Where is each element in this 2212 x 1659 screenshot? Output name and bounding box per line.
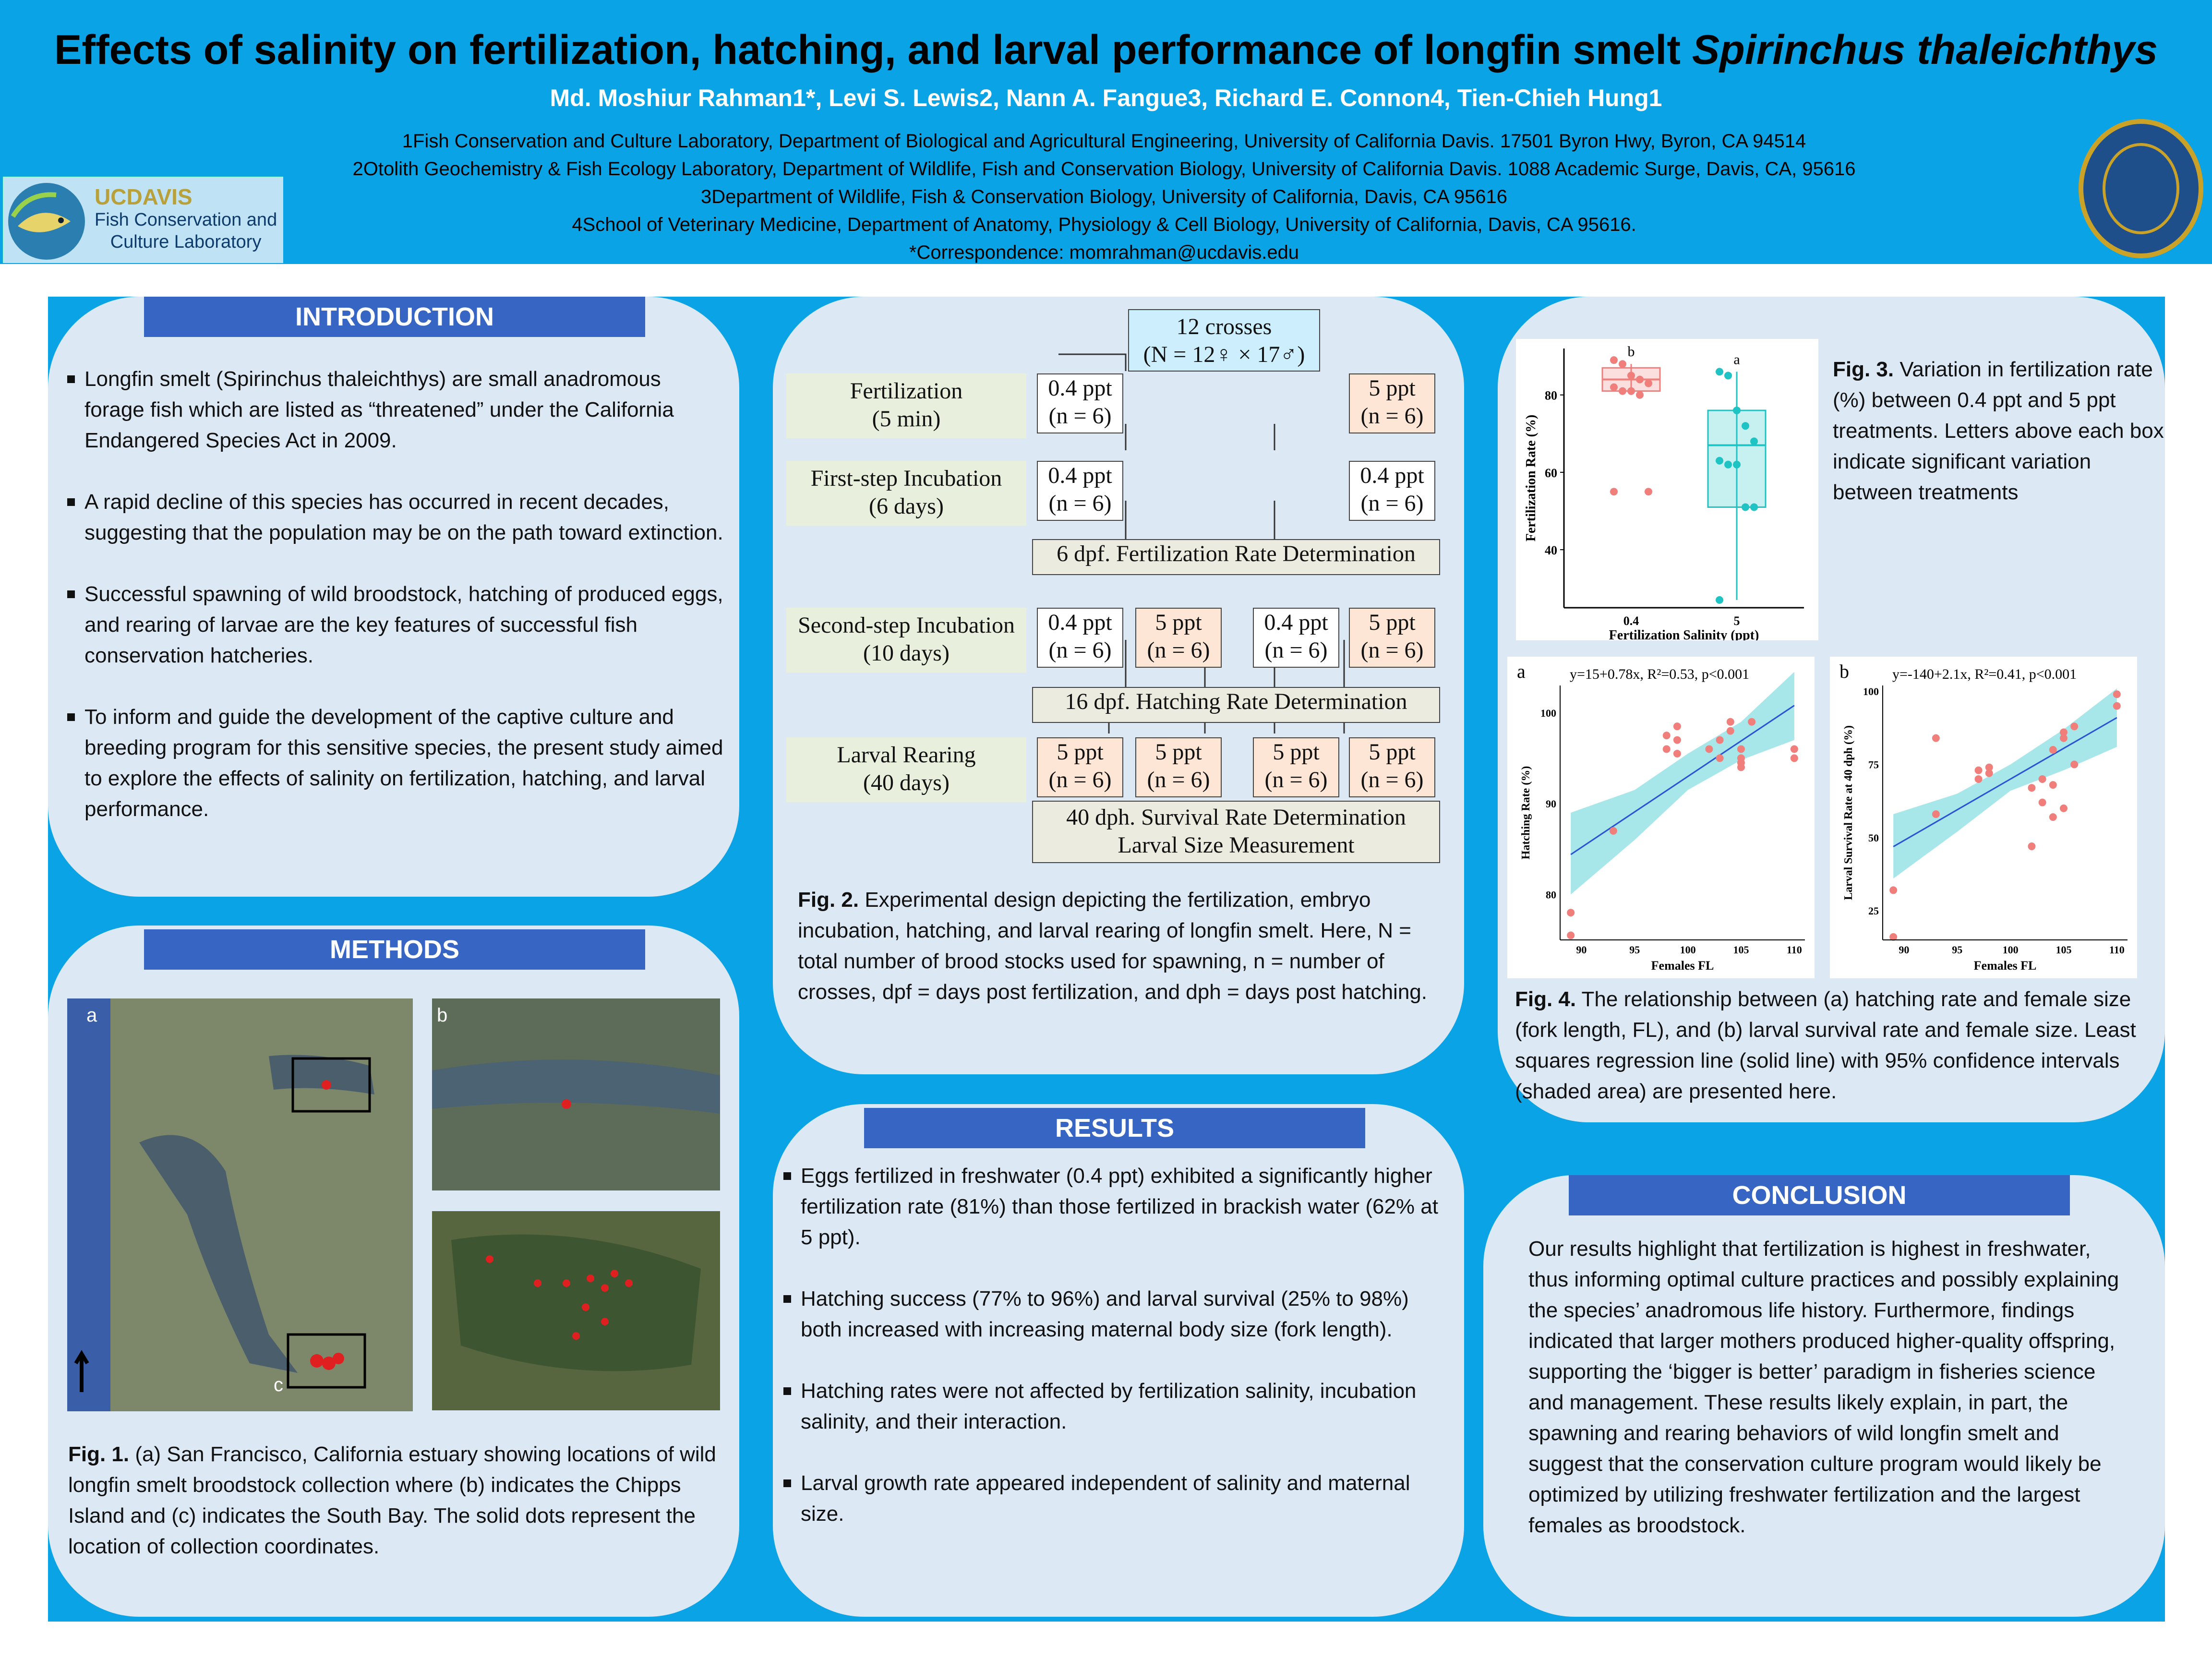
data-point: [1619, 387, 1626, 395]
map-panel-b: [432, 998, 720, 1190]
data-point: [1737, 763, 1745, 771]
data-point: [2049, 746, 2057, 754]
y-tick-label: 60: [1545, 466, 1557, 480]
larval-size-label: Larval Size Measurement: [1118, 832, 1355, 858]
data-point: [1727, 727, 1734, 735]
stage-second-incubation: [786, 608, 1026, 673]
salinity-label: 5 ppt: [1155, 610, 1202, 635]
inc1-04-box-a: [1037, 461, 1123, 521]
stage-fertilization-name: Fertilization: [850, 378, 963, 404]
data-point: [1748, 718, 1755, 726]
data-point: [2049, 781, 2057, 789]
fig3-box-plot: [1516, 339, 1818, 640]
x-tick-label: 5: [1733, 614, 1740, 628]
x-tick-label: 0.4: [1623, 614, 1639, 628]
data-point: [1737, 745, 1745, 753]
y-axis-label: Fertilization Rate (%): [1524, 414, 1539, 542]
data-point: [1889, 886, 1897, 894]
x-tick-label: 110: [2109, 944, 2125, 956]
regression-equation: y=15+0.78x, R²=0.53, p<0.001: [1570, 666, 1750, 682]
methods-title: METHODS: [144, 929, 645, 970]
affiliations: [336, 127, 1872, 266]
intro-bullet: Successful spawning of wild broodstock, hatching of produced eggs, and rearing of larvae are the key features of successful fish conservation hatcheries.: [67, 579, 725, 671]
n-label: (n = 6): [1048, 403, 1112, 429]
data-point: [1610, 384, 1618, 391]
data-point: [1673, 736, 1681, 744]
data-point: [1619, 360, 1626, 368]
y-axis-label: Hatching Rate (%): [1520, 766, 1532, 860]
crosses-count: (N = 12♀ × 17♂): [1143, 342, 1305, 367]
data-point: [1645, 488, 1652, 495]
correspondence: *Correspondence: momrahman@ucdavis.edu: [909, 242, 1299, 263]
regression-equation: y=-140+2.1x, R²=0.41, p<0.001: [1892, 666, 2077, 682]
data-point: [1932, 810, 1940, 818]
data-point: [1673, 750, 1681, 757]
y-tick-label: 50: [1868, 831, 1879, 844]
fig3-caption: [1833, 354, 2164, 508]
x-axis-label: Females FL: [1973, 959, 2037, 973]
crosses-box: [1128, 309, 1320, 372]
inc2-box-2: [1135, 608, 1222, 668]
confidence-band: [1893, 688, 2117, 878]
fig3-label: Fig. 3.: [1833, 358, 1894, 381]
data-point: [2070, 760, 2078, 768]
data-point: [2070, 722, 2078, 730]
regression-line: [1571, 706, 1794, 854]
data-point: [1742, 422, 1749, 430]
n-label: (n = 6): [1147, 637, 1210, 663]
x-axis-label: Females FL: [1651, 959, 1714, 973]
significance-letter: b: [1627, 344, 1635, 360]
data-point: [2060, 734, 2068, 742]
data-point: [1673, 722, 1681, 730]
data-point: [1716, 457, 1723, 465]
data-point: [1567, 932, 1575, 939]
fig2-caption: [798, 885, 1446, 1008]
x-tick-label: 110: [1786, 944, 1802, 956]
n-label: (n = 6): [1048, 767, 1112, 793]
fig4b-scatter-plot: [1830, 657, 2137, 978]
n-label: (n = 6): [1048, 491, 1112, 516]
rear-box-3: [1253, 737, 1339, 797]
data-point: [1750, 437, 1758, 445]
authors: Md. Moshiur Rahman1*, Levi S. Lewis2, Nann A. Fangue3, Richard E. Connon4, Tien-Chieh Hung1: [550, 84, 1662, 111]
data-point: [1727, 718, 1734, 726]
stage-first-incubation-name: First-step Incubation: [810, 466, 1002, 491]
n-label: (n = 6): [1360, 637, 1424, 663]
data-point: [1716, 754, 1724, 762]
inc2-box-4: [1349, 608, 1435, 668]
salinity-label: 5 ppt: [1057, 739, 1104, 765]
stage-second-incubation-time: (10 days): [863, 640, 950, 666]
data-point: [1610, 827, 1617, 835]
fig4-label: Fig. 4.: [1515, 987, 1576, 1011]
data-point: [1975, 775, 1983, 783]
data-point: [1733, 461, 1741, 469]
conclusion-text: Our results highlight that fertilization is highest in freshwater, thus informing optimal culture practices and possibly explaining the species’ anadromous life history. Furthermore, findings indicated that larger mothers produced higher-quality offspring, supporting the ‘bigger is better’ paradigm in fisheries science and management. These results likely explain, in part, the spawning and rearing behaviors of wild longfin smelt and suggest that the conservation culture program would likely be optimized by utilizing freshwater fertilization and the largest females as broodstock.: [1528, 1237, 2119, 1537]
stage-fertilization-time: (5 min): [872, 406, 941, 432]
salinity-label: 5 ppt: [1369, 610, 1416, 635]
fig1-caption: [68, 1439, 726, 1562]
rear-box-4: [1349, 737, 1435, 797]
data-point: [1716, 736, 1724, 744]
affiliation-1: 1Fish Conservation and Culture Laboratory, Department of Biological and Agricultural Engineering, University of California Davis. 17501 Byron Hwy, Byron, CA 94514: [402, 131, 1806, 152]
n-label: (n = 6): [1360, 491, 1424, 516]
fish-logo-icon: [8, 183, 85, 260]
data-point: [1985, 769, 1993, 777]
poster-header: [0, 0, 2212, 264]
x-tick-label: 90: [1899, 944, 1910, 956]
result-bullet: Hatching success (77% to 96%) and larval survival (25% to 98%) both increased with increasing maternal body size (fork length).: [783, 1284, 1451, 1345]
x-tick-label: 100: [1680, 944, 1696, 956]
data-point: [1663, 732, 1671, 739]
panel-label: b: [1839, 661, 1849, 682]
panel-label: a: [1517, 661, 1526, 682]
lab-name-line1: Fish Conservation and: [95, 210, 277, 230]
title-species: Spirinchus thaleichthys: [1692, 27, 2158, 73]
introduction-bullets: [67, 364, 725, 855]
data-point: [1742, 503, 1749, 511]
intro-bullet: Longfin smelt (Spirinchus thaleichthys) are small anadromous forage fish which are listed as “threatened” under the California Endangered Species Act in 2009.: [67, 364, 725, 456]
x-tick-label: 95: [1629, 944, 1640, 956]
map-panel-a: [67, 998, 413, 1411]
fig4a-scatter-plot: [1507, 657, 1815, 978]
fig4-caption: [1515, 984, 2153, 1107]
affiliation-3: 3Department of Wildlife, Fish & Conservation Biology, University of California, Davis, CA 95616: [701, 186, 1507, 207]
results-title: RESULTS: [864, 1108, 1365, 1148]
y-tick-label: 75: [1868, 758, 1879, 771]
stage-first-incubation: [786, 461, 1026, 526]
data-point: [1932, 734, 1940, 742]
salinity-label: 0.4 ppt: [1048, 463, 1112, 488]
result-bullet: Hatching rates were not affected by fertilization salinity, incubation salinity, and their interaction.: [783, 1376, 1451, 1437]
fcc-lab-logo: [3, 177, 283, 263]
conclusion-title: CONCLUSION: [1569, 1175, 2070, 1215]
result-bullet: Eggs fertilized in freshwater (0.4 ppt) exhibited a significantly higher fertilization rate (81%) than those fertilized in brackish water (62% at 5 ppt).: [783, 1161, 1451, 1253]
fig2-label: Fig. 2.: [798, 888, 859, 912]
fig1-label: Fig. 1.: [68, 1443, 130, 1466]
fert-04-box: [1037, 373, 1123, 433]
x-tick-label: 105: [2056, 944, 2072, 956]
fert-5-box: [1349, 373, 1435, 433]
data-point: [1716, 368, 1723, 375]
results-bullets: [783, 1161, 1451, 1560]
uc-seal-icon: [2079, 119, 2203, 258]
fig3-text: Variation in fertilization rate (%) between 0.4 ppt and 5 ppt treatments. Letters above each box indicate significant variation between treatments: [1833, 358, 2164, 504]
stage-fertilization: [786, 373, 1026, 438]
salinity-label: 0.4 ppt: [1264, 610, 1328, 635]
data-point: [2049, 813, 2057, 821]
x-tick-label: 100: [2002, 944, 2019, 956]
map-panel-c: [432, 1211, 720, 1410]
fig4a-chart: [1507, 657, 1815, 978]
y-tick-label: 90: [1546, 798, 1556, 810]
introduction-title: INTRODUCTION: [144, 297, 645, 337]
fert-rate-determination: 6 dpf. Fertilization Rate Determination: [1032, 539, 1440, 575]
salinity-label: 5 ppt: [1369, 739, 1416, 765]
hatch-rate-determination: 16 dpf. Hatching Rate Determination: [1032, 687, 1440, 723]
n-label: (n = 6): [1360, 767, 1424, 793]
salinity-label: 5 ppt: [1369, 375, 1416, 401]
intro-bullet: To inform and guide the development of the captive culture and breeding program for this sensitive species, the present study aimed to explore the effects of salinity on fertilization, hatching, and larval performance.: [67, 702, 725, 825]
inc1-04-box-b: [1349, 461, 1435, 521]
data-point: [1636, 375, 1644, 383]
salinity-label: 0.4 ppt: [1048, 375, 1112, 401]
stage-larval-rearing-time: (40 days): [863, 770, 950, 795]
lab-name-line2: Culture Laboratory: [110, 232, 262, 252]
map-label-a: a: [86, 1005, 97, 1026]
n-label: (n = 6): [1360, 403, 1424, 429]
y-axis-label: Larval Survival Rate at 40 dph (%): [1842, 725, 1855, 901]
data-point: [1567, 909, 1575, 916]
crosses-label: 12 crosses: [1176, 314, 1272, 339]
affiliation-4: 4School of Veterinary Medicine, Department of Anatomy, Physiology & Cell Biology, University of California, Davis, CA 95616.: [572, 214, 1636, 235]
data-point: [1627, 387, 1635, 395]
inc2-box-3: [1253, 608, 1339, 668]
y-tick-label: 40: [1545, 543, 1557, 558]
y-tick-label: 80: [1546, 889, 1556, 901]
survival-rate-label: 40 dph. Survival Rate Determination: [1066, 805, 1406, 830]
data-point: [1975, 767, 1983, 774]
seal-inner: [2103, 143, 2179, 234]
y-tick-label: 25: [1868, 905, 1879, 917]
n-label: (n = 6): [1147, 767, 1210, 793]
stage-second-incubation-name: Second-step Incubation: [798, 613, 1015, 638]
survival-determination: [1032, 801, 1440, 863]
salinity-label: 0.4 ppt: [1360, 463, 1424, 488]
lab-name: [95, 209, 277, 253]
n-label: (n = 6): [1048, 637, 1112, 663]
data-point: [1724, 461, 1732, 469]
rear-box-1: [1037, 737, 1123, 797]
x-tick-label: 90: [1576, 944, 1587, 956]
data-point: [2039, 775, 2046, 783]
map-label-b: b: [437, 1005, 448, 1026]
intro-bullet: A rapid decline of this species has occurred in recent decades, suggesting that the population may be on the path toward extinction.: [67, 487, 725, 548]
data-point: [1610, 488, 1618, 495]
result-bullet: Larval growth rate appeared independent of salinity and maternal size.: [783, 1468, 1451, 1529]
y-tick-label: 100: [1863, 685, 1879, 698]
data-point: [1663, 745, 1671, 753]
title-main: Effects of salinity on fertilization, hatching, and larval performance of longfin smelt: [54, 27, 1692, 73]
fig3-chart: [1516, 339, 1818, 640]
poster-body: [48, 297, 2165, 1622]
data-point: [1724, 372, 1732, 379]
data-point: [1705, 745, 1713, 753]
n-label: (n = 6): [1264, 637, 1328, 663]
data-point: [1716, 596, 1723, 604]
x-tick-label: 105: [1733, 944, 1749, 956]
fig1-text: (a) San Francisco, California estuary showing locations of wild longfin smelt broodstock collection where (b) indicates the Chipps Island and (c) indicates the South Bay. The solid dots represent the location of collection coordinates.: [68, 1443, 716, 1558]
stage-larval-rearing-name: Larval Rearing: [837, 742, 976, 768]
map-label-c: c: [274, 1374, 283, 1395]
data-point: [1733, 407, 1741, 414]
data-point: [1791, 754, 1798, 762]
significance-letter: a: [1733, 351, 1740, 368]
y-tick-label: 100: [1540, 707, 1556, 719]
data-point: [2060, 805, 2068, 812]
x-axis-label: Fertilization Salinity (ppt): [1609, 628, 1759, 640]
salinity-label: 5 ppt: [1155, 739, 1202, 765]
data-point: [2039, 799, 2046, 806]
inc2-box-1: [1037, 608, 1123, 668]
stage-larval-rearing: [786, 737, 1026, 802]
n-label: (n = 6): [1264, 767, 1328, 793]
confidence-band: [1571, 672, 1794, 895]
data-point: [2113, 690, 2121, 698]
poster-title: [0, 26, 2212, 74]
data-point: [1610, 356, 1618, 364]
salinity-label: 5 ppt: [1273, 739, 1320, 765]
fig2-text: Experimental design depicting the fertilization, embryo incubation, hatching, and larval rearing of longfin smelt. Here, N = total number of brood stocks used for spawning, n = number of crosses, dpf = days post fertilization, and dph = days post hatching.: [798, 888, 1427, 1004]
data-point: [1750, 503, 1758, 511]
y-tick-label: 80: [1545, 388, 1557, 403]
ucdavis-wordmark: UCDAVIS: [95, 184, 192, 209]
rear-box-2: [1135, 737, 1222, 797]
data-point: [2028, 842, 2035, 850]
salinity-label: 0.4 ppt: [1048, 610, 1112, 635]
data-point: [2113, 702, 2121, 710]
affiliation-2: 2Otolith Geochemistry & Fish Ecology Laboratory, Department of Wildlife, Fish and Conservation Biology, University of California Davis. 1088 Academic Surge, Davis, CA, 95616: [352, 158, 1856, 180]
fig4b-chart: [1830, 657, 2137, 978]
data-point: [1791, 745, 1798, 753]
fig4-text: The relationship between (a) hatching rate and female size (fork length, FL), and (b) larval survival rate and female size. Least squares regression line (solid line) with 95% confidence intervals (shaded area) are presented here.: [1515, 987, 2136, 1103]
data-point: [1627, 372, 1635, 379]
stage-first-incubation-time: (6 days): [869, 493, 944, 519]
x-tick-label: 95: [1952, 944, 1963, 956]
data-point: [1645, 380, 1652, 387]
regression-line: [1893, 718, 2117, 847]
data-point: [1636, 391, 1644, 399]
data-point: [2028, 784, 2035, 792]
